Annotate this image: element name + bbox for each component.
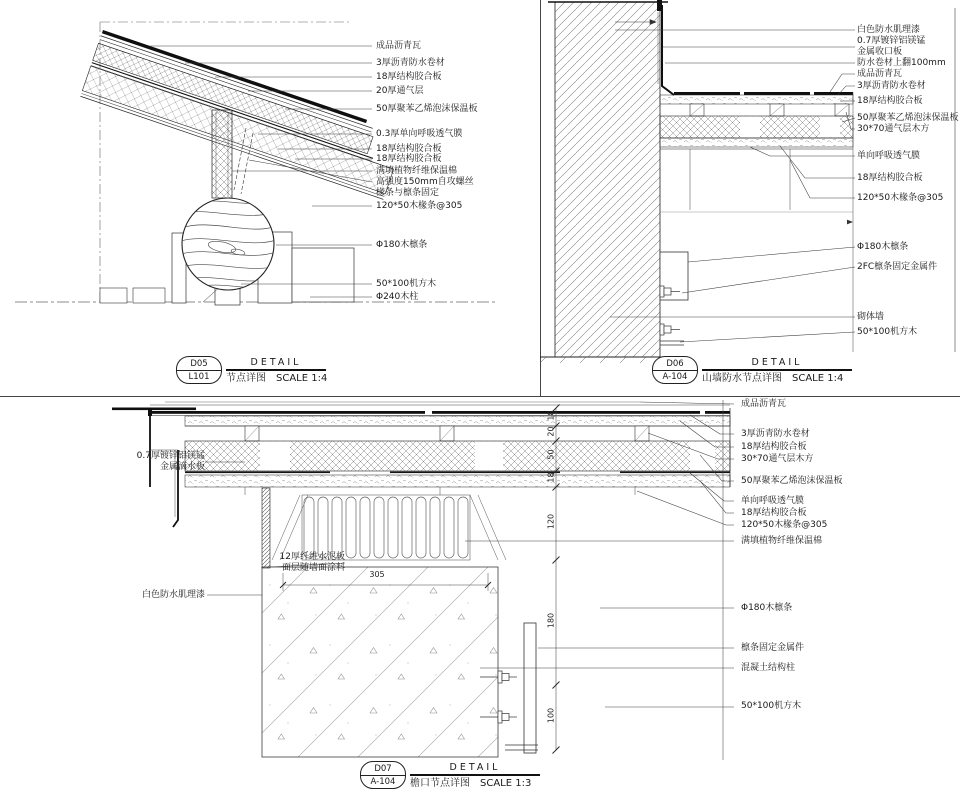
sheet-number: L101 [188,371,210,382]
annotation-label: 成品沥青瓦 [857,69,903,79]
d07-title-block [360,761,540,790]
annotation-label: 檩条固定金属件 [741,643,805,653]
detail-number: D05 [177,358,221,371]
dimension-label: 18 [546,410,556,421]
detail-callout-bubble [176,356,222,384]
annotation-label: 50厚聚苯乙烯泡沫保温板 [741,476,843,486]
dimension-label: 20 [546,426,556,437]
detail-title-cn: 节点详图 [226,373,266,385]
annotation-label: 50*100机方木 [857,327,918,337]
annotation-label: 18厚结构胶合板 [376,144,442,154]
annotation-label: 30*70通气层木方 [741,454,814,464]
annotation-label: 50厚聚苯乙烯泡沫保温板 [376,104,478,114]
annotation-label: 18厚结构胶合板 [857,96,923,106]
d05-roof-ridge-detail-drawing [0,0,540,397]
annotation-label: 面层随墙面涂料 [281,563,345,573]
detail-title-en: DETAIL [250,357,302,368]
detail-title-cn: 檐口节点详图 [410,778,470,790]
annotation-label: 0.7厚镀锌铝镁锰 [136,451,205,461]
detail-number: D07 [361,763,405,776]
scale-label: SCALE 1:3 [480,778,532,790]
annotation-label: 混凝土结构柱 [741,663,796,673]
annotation-label: 砌体墙 [857,312,885,322]
scale-label: SCALE 1:4 [792,373,844,385]
dimension-label: 100 [546,707,556,724]
sheet-number: A-104 [662,371,688,382]
title-rule [226,369,326,371]
annotation-label: Φ240木柱 [376,292,419,302]
detail-title-en: DETAIL [449,762,501,773]
detail-title-en: DETAIL [751,357,803,368]
sheet-number: A-104 [370,776,396,787]
annotation-label: 0.7厚镀锌铝镁锰 [857,36,926,46]
annotation-label: Φ180木檩条 [376,240,428,250]
annotation-label: 单向呼吸透气膜 [857,151,921,161]
detail-callout-bubble [360,761,406,789]
detail-callout-bubble [652,356,698,384]
annotation-label: 椽条与檩条固定 [376,188,440,198]
annotation-label: Φ180木檩条 [741,603,793,613]
dimension-label: 305 [369,570,385,579]
d06-title-block [652,356,852,385]
annotation-label: 成品沥青瓦 [741,399,787,409]
annotation-label: 30*70通气层木方 [857,124,930,134]
d05-title-block [176,356,326,385]
annotation-label: 120*50木椽条@305 [741,520,828,530]
annotation-label: 12厚纤维水泥板 [279,552,345,562]
annotation-label: 满填植物纤维保温棉 [376,166,458,176]
dimension-label: 18 [546,472,556,483]
annotation-label: 金属收口板 [857,47,903,57]
annotation-label: 18厚结构胶合板 [376,72,442,82]
annotation-label: 防水卷材上翻100mm [857,58,946,68]
annotation-label: 18厚结构胶合板 [857,173,923,183]
annotation-label: 120*50木椽条@305 [857,193,944,203]
annotation-label: 单向呼吸透气膜 [741,496,805,506]
annotation-label: 0.3厚单向呼吸透气膜 [376,129,463,139]
annotation-label: 金属滴水板 [159,462,205,472]
annotation-label: 120*50木椽条@305 [376,201,463,211]
annotation-label: Φ180木檩条 [857,242,909,252]
annotation-label: 3厚沥青防水卷材 [376,58,445,68]
title-rule [702,369,852,371]
annotation-label: 成品沥青瓦 [376,41,422,51]
annotation-label: 18厚结构胶合板 [741,442,807,452]
annotation-label: 2FC檩条固定金属件 [857,262,938,272]
annotation-label: 3厚沥青防水卷材 [857,81,926,91]
annotation-label: 50*100机方木 [376,279,437,289]
annotation-label: 18厚结构胶合板 [376,154,442,164]
annotation-label: 白色防水肌理漆 [857,25,921,35]
dimension-label: 120 [546,513,556,530]
annotation-label: 50*100机方木 [741,701,802,711]
detail-number: D06 [653,358,697,371]
annotation-label: 20厚通气层 [376,86,424,96]
scale-label: SCALE 1:4 [276,373,328,385]
detail-title-cn: 山墙防水节点详图 [702,373,782,385]
annotation-label: 满填植物纤维保温棉 [741,536,823,546]
dimension-label: 50 [546,449,556,460]
annotation-label: 18厚结构胶合板 [741,508,807,518]
annotation-label: 高强度150mm自攻螺丝 [376,177,474,187]
annotation-label: 白色防水肌理漆 [141,590,205,600]
annotation-label: 50厚聚苯乙烯泡沫保温板 [857,113,959,123]
annotation-label: 3厚沥青防水卷材 [741,429,810,439]
dimension-label: 180 [546,612,556,629]
title-rule [410,774,540,776]
